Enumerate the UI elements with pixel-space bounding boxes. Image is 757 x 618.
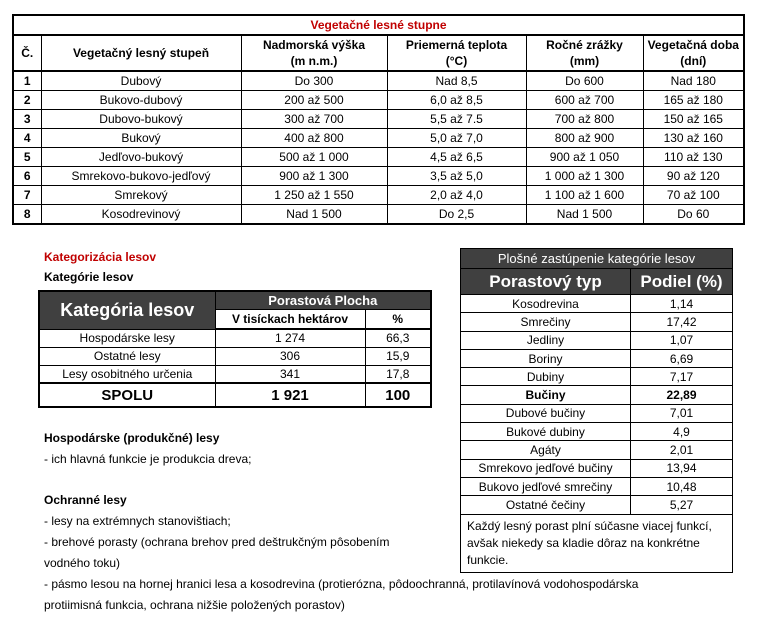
precipitation-value: 900 až 1 050 (526, 148, 643, 167)
col-header-season-line2: (dní) (680, 54, 707, 68)
altitude-value: Nad 1 500 (241, 205, 387, 225)
zone-name: Smrekovo-bukovo-jedľový (41, 167, 241, 186)
table-row (461, 295, 733, 313)
table-row (461, 477, 733, 495)
col-header-season-line1: Vegetačná doba (647, 38, 739, 52)
stand-type: Bukovo jedľové smrečiny (461, 477, 631, 495)
production-forests-title: Hospodárske (produkčné) lesy (44, 431, 220, 445)
col-header-percent: % (365, 309, 431, 329)
table-row (13, 71, 744, 91)
row-number: 1 (13, 71, 41, 91)
table-row (461, 496, 733, 514)
row-number: 6 (13, 167, 41, 186)
zone-name: Bukový (41, 129, 241, 148)
precipitation-value: 1 100 až 1 600 (526, 186, 643, 205)
protective-forests-line: protiimisná funkcia, ochrana nižšie položených porastov) (44, 598, 345, 612)
col-header-season (643, 35, 744, 71)
stand-share: 10,48 (631, 477, 733, 495)
categorization-title: Kategorizácia lesov (44, 250, 157, 264)
stand-type: Agáty (461, 441, 631, 459)
protective-forests-line: vodného toku) (44, 556, 121, 570)
production-forests-line: - ich hlavná funkcie je produkcia dreva; (44, 452, 252, 466)
zone-name: Kosodrevinový (41, 205, 241, 225)
altitude-value: 400 až 800 (241, 129, 387, 148)
col-header-number: Č. (13, 35, 41, 71)
protective-forests-line: - lesy na extrémnych stanovištiach; (44, 514, 231, 528)
total-area: 1 921 (215, 383, 365, 407)
season-value: Do 60 (643, 205, 744, 225)
stand-share: 13,94 (631, 459, 733, 477)
altitude-value: 300 až 700 (241, 110, 387, 129)
total-row (39, 383, 431, 407)
protective-forests-line: - brehové porasty (ochrana brehov pred deštrukčným pôsobením (44, 535, 390, 549)
table-row (461, 331, 733, 349)
row-number: 5 (13, 148, 41, 167)
stand-share: 2,01 (631, 441, 733, 459)
table-row (461, 441, 733, 459)
protective-forests-line: - pásmo lesou na hornej hranici lesa a kosodrevina (protierózna, pôdoochranná, protilavínová vodohospodárska (44, 577, 639, 591)
temperature-value: Nad 8,5 (387, 71, 526, 91)
altitude-value: 1 250 až 1 550 (241, 186, 387, 205)
altitude-value: 900 až 1 300 (241, 167, 387, 186)
temperature-value: 5,5 až 7.5 (387, 110, 526, 129)
category-name: Lesy osobitného určenia (39, 365, 215, 383)
total-percent: 100 (365, 383, 431, 407)
stand-table-title: Plošné zastúpenie kategórie lesov (461, 249, 733, 269)
temperature-value: Do 2,5 (387, 205, 526, 225)
altitude-value: 200 až 500 (241, 91, 387, 110)
season-value: 165 až 180 (643, 91, 744, 110)
precipitation-value: 700 až 800 (526, 110, 643, 129)
stand-share: 4,9 (631, 423, 733, 441)
col-header-stand-area: Porastová Plocha (215, 291, 431, 309)
stand-share: 1,14 (631, 295, 733, 313)
col-header-altitude-line1: Nadmorská výška (262, 38, 366, 52)
row-number: 2 (13, 91, 41, 110)
precipitation-value: Do 600 (526, 71, 643, 91)
stand-type: Smrekovo jedľové bučiny (461, 459, 631, 477)
col-header-temperature (387, 35, 526, 71)
stand-type: Kosodrevina (461, 295, 631, 313)
stand-type: Bukové dubiny (461, 423, 631, 441)
vegetation-zones-table (12, 14, 745, 225)
stand-share: 17,42 (631, 313, 733, 331)
table-row (13, 110, 744, 129)
protective-forests-title: Ochranné lesy (44, 493, 127, 507)
stand-type: Bučiny (461, 386, 631, 404)
temperature-value: 5,0 až 7,0 (387, 129, 526, 148)
stand-type: Dubové bučiny (461, 404, 631, 422)
col-header-thousands-ha: V tisíckach hektárov (215, 309, 365, 329)
row-number: 3 (13, 110, 41, 129)
season-value: 70 až 100 (643, 186, 744, 205)
temperature-value: 4,5 až 6,5 (387, 148, 526, 167)
category-name: Hospodárske lesy (39, 329, 215, 347)
stand-share: 7,01 (631, 404, 733, 422)
category-percent: 15,9 (365, 347, 431, 365)
stand-type: Jedliny (461, 331, 631, 349)
col-header-precipitation (526, 35, 643, 71)
category-area: 341 (215, 365, 365, 383)
col-header-category: Kategória lesov (39, 291, 215, 329)
table-row (461, 386, 733, 404)
col-header-share: Podiel (%) (631, 269, 733, 295)
vegetation-table-title: Vegetačné lesné stupne (13, 15, 744, 35)
table-row (461, 404, 733, 422)
stand-type: Boriny (461, 349, 631, 367)
zone-name: Smrekový (41, 186, 241, 205)
season-value: 130 až 160 (643, 129, 744, 148)
table-row (39, 329, 431, 347)
stand-share: 7,17 (631, 368, 733, 386)
temperature-value: 3,5 až 5,0 (387, 167, 526, 186)
row-number: 7 (13, 186, 41, 205)
row-number: 4 (13, 129, 41, 148)
table-row (461, 459, 733, 477)
season-value: 90 až 120 (643, 167, 744, 186)
precipitation-value: Nad 1 500 (526, 205, 643, 225)
stand-type: Dubiny (461, 368, 631, 386)
category-name: Ostatné lesy (39, 347, 215, 365)
category-area: 1 274 (215, 329, 365, 347)
table-row (39, 347, 431, 365)
row-number: 8 (13, 205, 41, 225)
col-header-precipitation-line1: Ročné zrážky (546, 38, 623, 52)
category-area: 306 (215, 347, 365, 365)
table-row (13, 148, 744, 167)
production-forests-section (44, 428, 251, 470)
table-row (461, 368, 733, 386)
altitude-value: Do 300 (241, 71, 387, 91)
altitude-value: 500 až 1 000 (241, 148, 387, 167)
temperature-value: 2,0 až 4,0 (387, 186, 526, 205)
stand-share: 6,69 (631, 349, 733, 367)
stand-type: Ostatné čečiny (461, 496, 631, 514)
table-row (13, 167, 744, 186)
table-row (461, 313, 733, 331)
stand-type: Smrečiny (461, 313, 631, 331)
table-row (13, 186, 744, 205)
stand-table-note: Každý lesný porast plní súčasne viacej funkcí, avšak niekedy sa kladie dôraz na konkrétne funkcie. (461, 514, 733, 572)
stand-share: 1,07 (631, 331, 733, 349)
col-header-stand-type: Porastový typ (461, 269, 631, 295)
col-header-zone: Vegetačný lesný stupeň (41, 35, 241, 71)
zone-name: Dubový (41, 71, 241, 91)
col-header-precipitation-line2: (mm) (569, 54, 600, 68)
stand-share: 22,89 (631, 386, 733, 404)
categories-subtitle: Kategórie lesov (44, 270, 134, 284)
season-value: 150 až 165 (643, 110, 744, 129)
table-row (39, 365, 431, 383)
table-row (13, 91, 744, 110)
season-value: Nad 180 (643, 71, 744, 91)
col-header-altitude-line2: (m n.m.) (290, 54, 338, 68)
forest-categories-table (38, 290, 432, 408)
category-percent: 66,3 (365, 329, 431, 347)
table-row (13, 205, 744, 225)
stand-share: 5,27 (631, 496, 733, 514)
zone-name: Dubovo-bukový (41, 110, 241, 129)
table-row (461, 423, 733, 441)
col-header-temperature-line2: (°C) (445, 54, 468, 68)
table-row (461, 349, 733, 367)
precipitation-value: 600 až 700 (526, 91, 643, 110)
zone-name: Bukovo-dubový (41, 91, 241, 110)
precipitation-value: 1 000 až 1 300 (526, 167, 643, 186)
stand-types-table (460, 248, 733, 573)
precipitation-value: 800 až 900 (526, 129, 643, 148)
category-percent: 17,8 (365, 365, 431, 383)
table-row (13, 129, 744, 148)
season-value: 110 až 130 (643, 148, 744, 167)
col-header-altitude (241, 35, 387, 71)
zone-name: Jedľovo-bukový (41, 148, 241, 167)
total-label: SPOLU (39, 383, 215, 407)
col-header-temperature-line1: Priemerná teplota (405, 38, 508, 52)
temperature-value: 6,0 až 8,5 (387, 91, 526, 110)
